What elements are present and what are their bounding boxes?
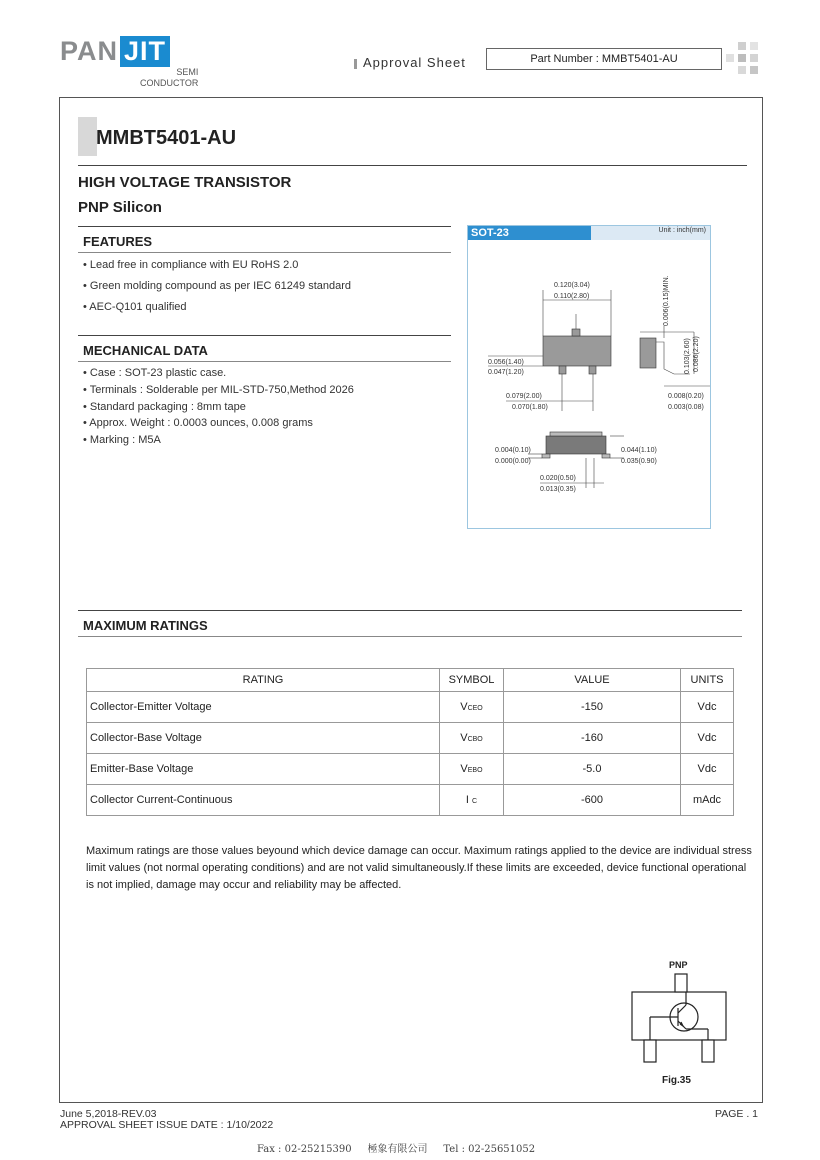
symbol-cell: VCBO	[440, 723, 504, 754]
dim-label: 0.110(2.80)	[554, 293, 590, 300]
table-row	[87, 754, 734, 785]
mechanical-item: • Case : SOT-23 plastic case.	[83, 367, 227, 379]
revision-date: June 5,2018-REV.03	[60, 1108, 157, 1120]
title-divider	[78, 165, 747, 166]
logo-subtitle: SEMI CONDUCTOR	[140, 67, 199, 88]
symbol-cell: I C	[440, 785, 504, 816]
mechanical-item: • Standard packaging : 8mm tape	[83, 401, 246, 413]
rating-cell: Collector Current-Continuous	[87, 785, 440, 816]
symbol-cell: VCEO	[440, 692, 504, 723]
ratings-note: Maximum ratings are those values beyound which device damage can occur. Maximum ratings applied to the device are individual stress limit values (not normal operating conditions) and are not valid simultaneously.If these limits are exceeded, device functional operational is not implied, damage may occur and reliability may be affected.	[86, 845, 752, 891]
page-title: MMBT5401-AU	[96, 127, 237, 149]
feature-item: • Green molding compound as per IEC 61249 standard	[83, 280, 352, 292]
dim-label: 0.044(1.10)	[621, 447, 657, 454]
page-number: PAGE . 1	[715, 1108, 758, 1120]
mechanical-top-rule	[78, 335, 451, 336]
dim-label: 0.003(0.08)	[668, 404, 704, 411]
mechanical-item: • Approx. Weight : 0.0003 ounces, 0.008 grams	[83, 417, 313, 429]
units-cell: Vdc	[681, 723, 734, 754]
contact-line: Fax : 02-25215390 極象有限公司 Tel : 02-25651052	[257, 1144, 536, 1155]
dim-label: 0.120(3.04)	[554, 282, 590, 289]
figure-caption: Fig.35	[662, 1075, 691, 1086]
product-type: PNP Silicon	[78, 199, 162, 216]
mechanical-item: • Marking : M5A	[83, 434, 161, 446]
symbol-cell: VEBO	[440, 754, 504, 785]
ratings-top-rule	[78, 610, 742, 611]
package-unit: Unit : inch(mm)	[658, 227, 706, 234]
mechanical-item: • Terminals : Solderable per MIL-STD-750,Method 2026	[83, 384, 354, 396]
features-top-rule	[78, 226, 451, 227]
feature-item: • AEC-Q101 qualified	[83, 301, 187, 313]
pnp-transistor-symbol-icon	[628, 970, 732, 1070]
column-header: RATING	[87, 669, 440, 692]
feature-item: • Lead free in compliance with EU RoHS 2.0	[83, 259, 299, 271]
table-row	[87, 785, 734, 816]
rating-cell: Emitter-Base Voltage	[87, 754, 440, 785]
table-row	[87, 692, 734, 723]
dim-label: 0.008(0.20)	[668, 393, 704, 400]
value-cell: -5.0	[504, 754, 681, 785]
value-cell: -160	[504, 723, 681, 754]
dim-label: 0.047(1.20)	[488, 369, 524, 376]
table-header-row	[87, 669, 734, 692]
rating-cell: Collector-Base Voltage	[87, 723, 440, 754]
column-header: UNITS	[681, 669, 734, 692]
dim-label: 0.020(0.50)	[540, 475, 576, 482]
ratings-table	[86, 668, 734, 816]
dim-label: 0.070(1.80)	[512, 404, 548, 411]
value-cell: -150	[504, 692, 681, 723]
dim-label: 0.079(2.00)	[506, 393, 542, 400]
column-header: VALUE	[504, 669, 681, 692]
ratings-bottom-rule	[78, 636, 742, 637]
dim-label: 0.013(0.35)	[540, 486, 576, 493]
features-bottom-rule	[78, 252, 451, 253]
rating-cell: Collector-Emitter Voltage	[87, 692, 440, 723]
decorative-squares-icon	[724, 40, 764, 80]
package-name: SOT-23	[468, 226, 591, 240]
dim-label: 0.004(0.10)	[495, 447, 531, 454]
figure-label: PNP	[669, 960, 688, 970]
dim-label: 0.035(0.90)	[621, 458, 657, 465]
value-cell: -600	[504, 785, 681, 816]
mechanical-heading: MECHANICAL DATA	[83, 343, 208, 358]
dim-label: 0.103(2.60)	[684, 338, 691, 374]
issue-date: APPROVAL SHEET ISSUE DATE : 1/10/2022	[60, 1119, 274, 1131]
package-outline-diagram	[467, 225, 711, 529]
table-row	[87, 723, 734, 754]
mechanical-bottom-rule	[78, 361, 451, 362]
ratings-heading: MAXIMUM RATINGS	[83, 618, 208, 633]
approval-sheet-label: Approval Sheet	[354, 55, 466, 70]
column-header: SYMBOL	[440, 669, 504, 692]
product-description: HIGH VOLTAGE TRANSISTOR	[78, 174, 292, 191]
dim-label: 0.056(1.40)	[488, 359, 524, 366]
title-accent	[78, 117, 97, 156]
company-logo: PAN JIT	[60, 36, 170, 67]
units-cell: mAdc	[681, 785, 734, 816]
units-cell: Vdc	[681, 692, 734, 723]
features-heading: FEATURES	[83, 234, 153, 249]
units-cell: Vdc	[681, 754, 734, 785]
part-number-box: Part Number : MMBT5401-AU	[486, 48, 722, 70]
dim-label: 0.006(0.15)MIN.	[663, 275, 670, 326]
package-drawing	[468, 226, 710, 528]
dim-label: 0.086(2.20)	[693, 336, 700, 372]
dim-label: 0.000(0.00)	[495, 458, 531, 465]
